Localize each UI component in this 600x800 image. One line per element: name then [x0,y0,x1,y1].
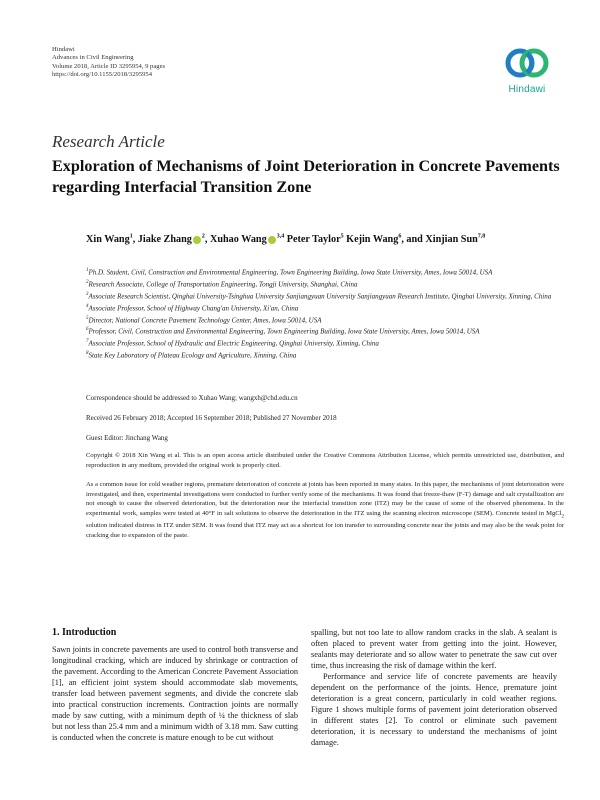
author-name: Xin Wang [86,234,130,246]
author-name: Jiake Zhang [137,234,192,246]
affiliation-number: 3 [86,291,89,297]
author-affiliation-number: 2 [201,234,205,240]
hindawi-logo [492,43,562,95]
author-affiliation-number: 1 [129,234,133,240]
affiliation-text: Research Associate, College of Transportation Engineering, Tongji University, Shanghai, China [88,280,358,289]
orcid-icon[interactable] [193,236,201,244]
author [287,234,346,245]
logo-text: Hindawi [508,84,546,95]
affiliation-number: 2 [86,279,89,285]
section-heading: 1. Introduction [52,627,117,638]
affiliation-text: Associate Research Scientist, Qinghai University-Tsinghua University Sanjiangyuan University Sanjiangyuan Research Institute, Qinghai University, Xinning, China [88,292,552,301]
affiliation-text: Director, National Concrete Pavement Technology Center, Ames, Iowa 50014, USA [88,315,322,324]
author-affiliation-number: 7,8 [477,234,486,240]
publication-dates: Received 26 February 2018; Accepted 16 September 2018; Published 27 November 2018 [86,414,337,422]
author-name: Kejin Wang [346,234,399,246]
author-affiliation-number: 3,4 [276,234,285,240]
author [346,234,406,245]
author-name: Peter Taylor [286,234,341,246]
affiliation-text: Associate Professor, School of Hydraulic and Electric Engineering, Qinghai University, Xinning, China [88,339,379,348]
orcid-icon[interactable] [268,236,276,244]
abstract [86,480,564,540]
affiliation-number: 1 [86,268,89,273]
intro-paragraph-continued: spalling, but not too late to allow random cracks in the slab. A sealant is often placed to prevent water from getting into the joint. However, sealants may deteriorate and so allow water to penetrate the saw cut over time, thus increasing the risk of damage within the kerf. [311,628,557,670]
publisher-name: Hindawi [52,46,75,53]
author [406,234,485,245]
author-name: Xuhao Wang [209,234,267,246]
author-separator: , [204,234,210,246]
doi-link[interactable]: https://doi.org/10.1155/2018/3295954 [52,71,153,79]
abstract-part-2: solution indicated distress in ITZ under SEM. It was found that ITZ may act as a shortcut for ion transfer to surrounding concrete near the joints and may also be the weak point for cracking due to expansion of the paste. [86,522,564,539]
affiliation-item [86,302,556,314]
correspondence: Correspondence should be addressed to Xuhao Wang; wangxh@chd.edu.cn [86,394,298,402]
author-name: and Xinjian Sun [406,234,478,246]
right-column [311,627,557,748]
intro-paragraph-1: Sawn joints in concrete pavements are used to control both transverse and longitudinal cracking, which are induced by shrinkage or contraction of the pavement. According to the American Concrete Pavement Association [1], an efficient joint system should accommodate slab movements, transfer load between pavement segments, and divide the concrete slab into practical construction increments. Contraction joints are normally made by saw cutting, with a minimum depth of ¼ the thickness of slab but not less than 25.4 mm and a minimum width of 3.18 mm. Saw cutting is conducted when the concrete is mature enough to be cut without [52,645,298,742]
affiliation-number: 7 [86,339,89,345]
affiliation-number: 8 [86,351,89,357]
affiliation-number: 6 [86,327,89,333]
affiliation-number: 5 [86,315,89,321]
affiliation-item [86,290,556,302]
article-title: Exploration of Mechanisms of Joint Deterioration in Concrete Pavements regarding Interfacial Transition Zone [52,157,560,196]
affiliation-item [86,325,556,337]
author-affiliation-number: 5 [340,234,344,240]
intro-paragraph-2: Performance and service life of concrete pavements are heavily dependent on the performance of the joints. Hence, premature joint deterioration is a great concern, particularly in cold weather regions. Figure 1 shows multiple forms of pavement joint deterioration observed in different states [2]. To control or eliminate such pavement deterioration, it is necessary to understand the mechanisms of joint damage. [311,672,557,747]
abstract-part-1: As a common issue for cold weather regions, premature deterioration of concrete at joints has been reported in many states. In this paper, the mechanisms of joint deterioration were investigated, and then, experimental investigations were conducted to further verify some of the mechanisms. It was found that freeze-thaw (F-T) damage and salt crystallization are not enough to cause the observed deterioration, but the deterioration near the interfacial transition zone (ITZ) may be the cause of some of the observed phenomena. In the experimental work, samples were tested at 40°F in salt solutions to observe the deterioration in the ITZ using the scanning electron microscope (SEM). Concrete tested in MgCl [86,481,564,517]
article-type: Research Article [52,132,165,151]
left-column [52,627,298,743]
affiliation-item [86,266,556,278]
affiliation-item [86,314,556,326]
affiliation-list [86,266,556,361]
copyright-notice: Copyright © 2018 Xin Wang et al. This is an open access article distributed under the Creative Commons Attribution License, which permits unrestricted use, distribution, and reproduction in any medium, provided the original work is properly cited. [86,452,564,469]
affiliation-text: Ph.D. Student, Civil, Construction and Environmental Engineering, Town Engineering Building, Iowa State University, Ames, Iowa 50014, USA [88,268,493,277]
affiliation-text: State Key Laboratory of Plateau Ecology and Agriculture, Xinning, China [88,351,297,360]
journal-info [52,46,165,80]
journal-name: Advances in Civil Engineering [52,54,134,62]
affiliation-item [86,278,556,290]
volume-info: Volume 2018, Article ID 3295954, 9 pages [52,62,166,70]
author [210,234,287,245]
guest-editor: Guest Editor: Jinchang Wang [86,434,168,442]
affiliation-text: Associate Professor, School of Highway Chang'an University, Xi'an, China [88,303,299,312]
author-separator: , [401,234,407,246]
author-list [86,230,556,247]
affiliation-number: 4 [86,303,89,309]
affiliation-item [86,349,556,361]
author [138,234,210,245]
hindawi-rings-icon [502,43,552,83]
affiliation-text: Professor, Civil, Construction and Environmental Engineering, Town Engineering Building, Iowa State University, Ames, Iowa 50014, USA [88,327,480,336]
author-affiliation-number: 6 [398,234,402,240]
abstract-subscript: 2 [561,513,564,519]
author [86,234,138,245]
author-separator: , [132,234,138,246]
affiliation-item [86,337,556,349]
